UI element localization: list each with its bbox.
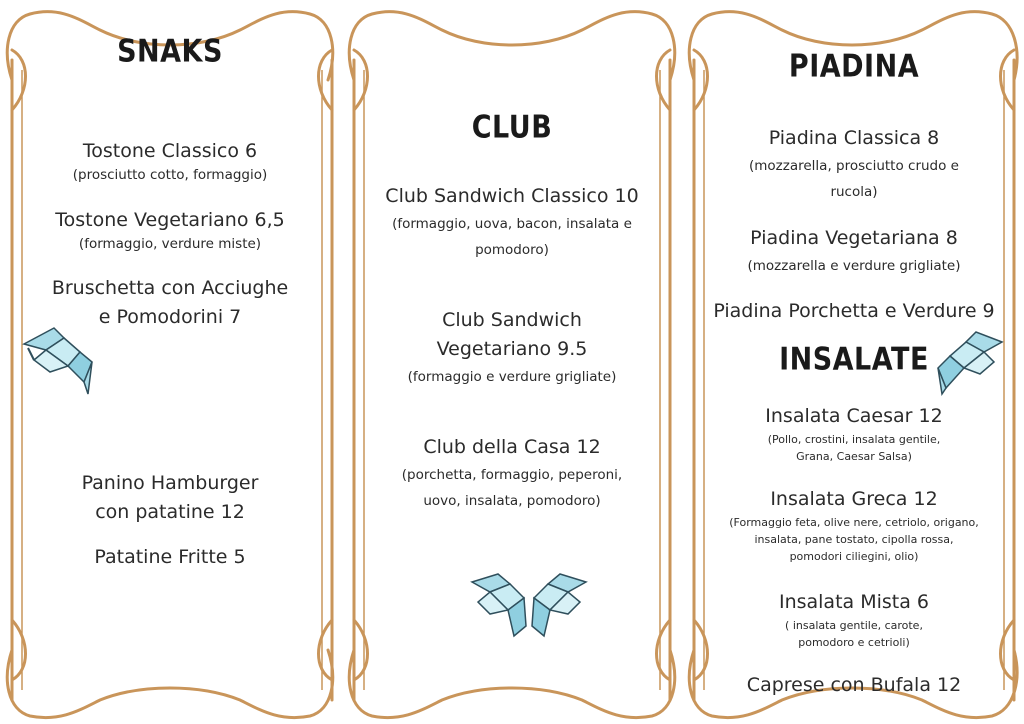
menu-item bbox=[342, 306, 682, 390]
item-description: (formaggio e verdure grigliate) bbox=[407, 369, 617, 385]
item-description-line-3: pomodori ciliegini, olio) bbox=[789, 550, 919, 563]
origami-birds-icon bbox=[470, 570, 588, 642]
item-description-line-2: rucola) bbox=[830, 184, 878, 200]
item-name: Patatine Fritte 5 bbox=[94, 546, 246, 568]
section-heading-insalate: INSALATE bbox=[779, 341, 929, 378]
item-description-line-2: uovo, insalata, pomodoro) bbox=[423, 493, 601, 509]
item-description-line-2: pomodoro) bbox=[475, 242, 549, 258]
panel-content bbox=[342, 0, 682, 724]
menu-panel-club bbox=[342, 0, 682, 724]
item-name-line-1: Club Sandwich bbox=[442, 309, 582, 331]
menu-item bbox=[342, 182, 682, 263]
menu-item bbox=[684, 485, 1024, 565]
item-description-line-2: insalata, pane tostato, cipolla rossa, bbox=[754, 533, 954, 546]
item-name-line-2: con patatine 12 bbox=[95, 501, 245, 523]
menu-item bbox=[684, 402, 1024, 465]
section-heading-snaks: SNAKS bbox=[117, 33, 223, 70]
item-name: Tostone Classico 6 bbox=[82, 140, 258, 162]
origami-bird-icon bbox=[932, 328, 1004, 396]
item-name: Caprese con Bufala 12 bbox=[746, 674, 962, 696]
menu-panel-snaks bbox=[0, 0, 340, 724]
item-description: (formaggio, verdure miste) bbox=[78, 236, 262, 252]
item-description-line-1: ( insalata gentile, carote, bbox=[785, 619, 923, 632]
item-description-line-2: Grana, Caesar Salsa) bbox=[796, 450, 912, 463]
item-name: Club della Casa 12 bbox=[423, 436, 601, 458]
menu-item bbox=[0, 543, 340, 572]
item-name: Piadina Porchetta e Verdure 9 bbox=[713, 300, 995, 322]
menu-item bbox=[0, 137, 340, 184]
item-description-line-1: (Formaggio feta, olive nere, cetriolo, origano, bbox=[729, 516, 979, 529]
origami-bird-icon bbox=[20, 322, 96, 396]
menu-item bbox=[0, 206, 340, 253]
menu-panel-piadina-insalate bbox=[684, 0, 1024, 724]
menu-item bbox=[684, 297, 1024, 326]
menu-item bbox=[684, 588, 1024, 651]
item-description-line-1: (mozzarella, prosciutto crudo e bbox=[749, 158, 959, 174]
section-heading-club: CLUB bbox=[471, 109, 553, 146]
item-description-line-1: (porchetta, formaggio, peperoni, bbox=[401, 467, 623, 483]
item-description-line-2: pomodoro e cetrioli) bbox=[798, 636, 910, 649]
item-description: (prosciutto cotto, formaggio) bbox=[72, 167, 268, 183]
item-name: Tostone Vegetariano 6,5 bbox=[55, 209, 285, 231]
item-name-line-1: Bruschetta con Acciughe bbox=[51, 277, 289, 299]
section-heading-piadina: PIADINA bbox=[788, 48, 920, 85]
item-description-line-1: (Pollo, crostini, insalata gentile, bbox=[767, 433, 941, 446]
menu-item bbox=[684, 124, 1024, 205]
item-name: Piadina Classica 8 bbox=[768, 127, 940, 149]
item-name: Club Sandwich Classico 10 bbox=[385, 185, 639, 207]
item-name: Piadina Vegetariana 8 bbox=[750, 227, 958, 249]
item-description: (mozzarella e verdure grigliate) bbox=[747, 258, 961, 274]
menu-item bbox=[0, 469, 340, 527]
item-name-line-1: Panino Hamburger bbox=[81, 472, 259, 494]
menu-item bbox=[342, 433, 682, 514]
menu-item bbox=[684, 224, 1024, 279]
item-name: Insalata Caesar 12 bbox=[765, 405, 943, 427]
item-name-line-2: e Pomodorini 7 bbox=[98, 306, 242, 328]
item-name: Insalata Mista 6 bbox=[778, 591, 930, 613]
item-description-line-1: (formaggio, uova, bacon, insalata e bbox=[392, 216, 632, 232]
item-name: Insalata Greca 12 bbox=[770, 488, 938, 510]
menu-item bbox=[684, 671, 1024, 700]
panel-content bbox=[684, 0, 1024, 724]
panel-content bbox=[0, 0, 340, 724]
item-name-line-2: Vegetariano 9.5 bbox=[436, 338, 588, 360]
